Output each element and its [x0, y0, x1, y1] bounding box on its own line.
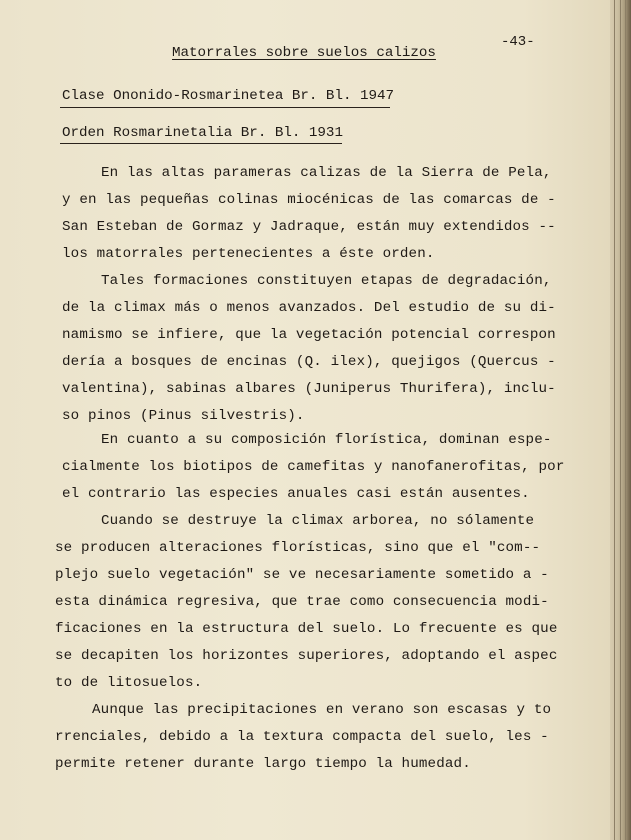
page-edge	[610, 0, 631, 840]
body-line: to de litosuelos.	[55, 675, 203, 691]
body-line: de la climax más o menos avanzados. Del estudio de su di-	[62, 300, 556, 316]
body-line: ficaciones en la estructura del suelo. Lo frecuente es que	[55, 621, 558, 637]
page-title: Matorrales sobre suelos calizos	[172, 45, 436, 61]
order-heading-underline	[60, 143, 342, 144]
class-heading-underline	[60, 107, 390, 108]
body-line: y en las pequeñas colinas miocénicas de las comarcas de -	[62, 192, 556, 208]
body-line: permite retener durante largo tiempo la humedad.	[55, 756, 471, 772]
class-heading: Clase Ononido-Rosmarinetea Br. Bl. 1947	[62, 88, 395, 104]
page-edge-line	[620, 0, 621, 840]
body-line: so pinos (Pinus silvestris).	[62, 408, 305, 424]
body-line: valentina), sabinas albares (Juniperus Thurifera), inclu-	[62, 381, 556, 397]
body-line: Cuando se destruye la climax arborea, no sólamente	[101, 513, 535, 529]
body-line: cialmente los biotipos de camefitas y nanofanerofitas, por	[62, 459, 565, 475]
body-line: San Esteban de Gormaz y Jadraque, están muy extendidos --	[62, 219, 556, 235]
body-line: En las altas parameras calizas de la Sierra de Pela,	[101, 165, 552, 181]
body-line: Aunque las precipitaciones en verano son escasas y to	[92, 702, 552, 718]
body-line: esta dinámica regresiva, que trae como consecuencia modi-	[55, 594, 549, 610]
body-line: En cuanto a su composición florística, dominan espe-	[101, 432, 552, 448]
body-line: el contrario las especies anuales casi están ausentes.	[62, 486, 530, 502]
body-line: rrenciales, debido a la textura compacta del suelo, les -	[55, 729, 549, 745]
body-line: se decapiten los horizontes superiores, adoptando el aspec	[55, 648, 558, 664]
body-line: se producen alteraciones florísticas, sino que el "com--	[55, 540, 541, 556]
body-line: los matorrales pertenecientes a éste orden.	[62, 246, 435, 262]
page-edge-line	[625, 0, 626, 840]
body-line: plejo suelo vegetación" se ve necesariamente sometido a -	[55, 567, 549, 583]
order-heading: Orden Rosmarinetalia Br. Bl. 1931	[62, 125, 343, 141]
page-number: -43-	[501, 34, 535, 50]
body-line: Tales formaciones constituyen etapas de degradación,	[101, 273, 552, 289]
body-line: dería a bosques de encinas (Q. ilex), quejigos (Quercus -	[62, 354, 556, 370]
body-line: namismo se infiere, que la vegetación potencial correspon	[62, 327, 556, 343]
page-edge-line	[614, 0, 615, 840]
